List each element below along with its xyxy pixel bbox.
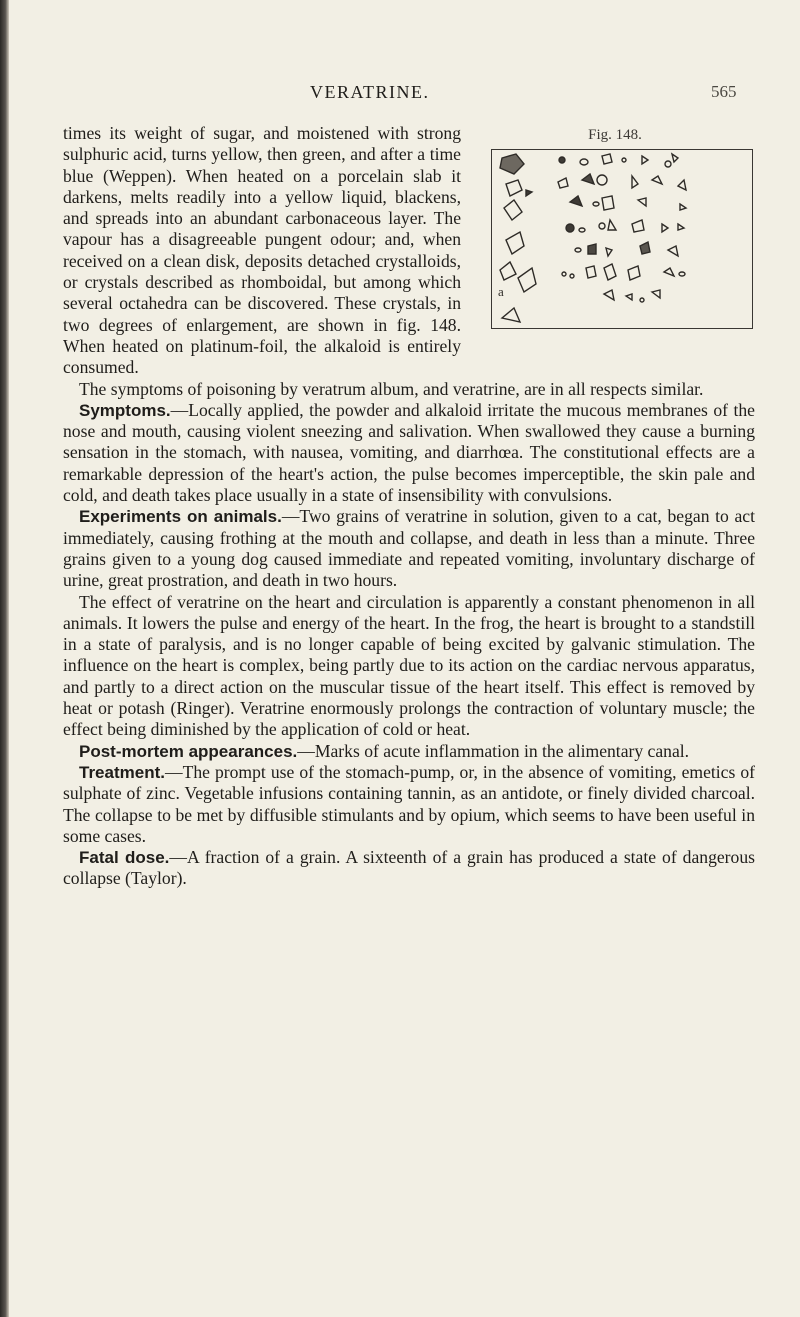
paragraph-1: times its weight of sugar, and moistened with strong sulphuric acid, turns yellow, then green, and after a time blue (Weppen). When heated on a porcelain slab it darkens, melts readily into a yellow liquid, blackens, and spreads into an abundant carbonaceous layer. The vapour has a disagreeable pungent odour; and, when received on a clean disk, deposits detached crystalloids, or crystals described as rhomboidal, but among which several octahedra can be discovered. These crystals, in two degrees of enlargement, are shown in fig. 148. When heated on platinum-foil, the alkaloid is entirely consumed.	[63, 123, 461, 378]
paragraph-fatal-dose: Fatal dose.—A fraction of a grain. A sixteenth of a grain has produced a state of dangerous collapse (Taylor).	[63, 847, 755, 889]
paragraph-experiments: Experiments on animals.—Two grains of veratrine in solution, given to a cat, began to act immediately, causing frothing at the mouth and collapse, and death in less than a minute. Three grains given to a young dog caused immediate and repeated vomiting, involuntary discharge of urine, great prostration, and death in two hours.	[63, 506, 756, 591]
page-binding-edge	[0, 0, 9, 1317]
paragraph-2: The symptoms of poisoning by veratrum album, and veratrine, are in all respects similar.	[79, 378, 704, 399]
paragraph-heart-effect: The effect of veratrine on the heart and circulation is apparently a constant phenomenon in all animals. It lowers the pulse and energy of the heart. In the frog, the heart is brought to a standstill in a state of paralysis, and is no longer capable of being excited by galvanic stimulation. The influence on the heart is complex, being partly due to its action on the cardiac nervous apparatus, and partly to a direct action on the muscular tissue of the heart itself. This effect is removed by heat or potash (Ringer). Veratrine enormously prolongs the contraction of voluntary muscle; the effect being diminished by the application of cold or heat.	[63, 591, 755, 740]
svg-text:a: a	[498, 284, 504, 299]
figure-caption: Fig. 148.	[588, 127, 642, 143]
paragraph-post-mortem: Post-mortem appearances.—Marks of acute inflammation in the alimentary canal.	[79, 740, 690, 761]
body-text	[63, 123, 755, 890]
crystal-illustration	[491, 149, 753, 329]
crystal-drawing	[492, 150, 752, 328]
section-heading-treatment: Treatment.	[79, 762, 165, 782]
figure-148	[475, 125, 755, 335]
section-heading-experiments: Experiments on animals.	[79, 507, 282, 527]
running-title: VERATRINE.	[310, 82, 430, 102]
page-number: 565	[711, 82, 737, 101]
section-heading-symptoms: Symptoms.	[79, 400, 171, 420]
paragraph-treatment: Treatment.—The prompt use of the stomach-pump, or, in the absence of vomiting, emetics of sulphate of zinc. Vegetable infusions containing tannin, as an antidote, or finely divided charcoal. The collapse to be met by diffusible stimulants and by opium, which seems to have been useful in some cases.	[63, 761, 755, 846]
section-heading-fatal-dose: Fatal dose.	[79, 848, 170, 868]
paragraph-symptoms: Symptoms.—Locally applied, the powder and alkaloid irritate the mucous membranes of the nose and mouth, causing violent sneezing and salivation. When swallowed they cause a burning sensation in the stomach, with nausea, vomiting, and diarrhœa. The constitutional effects are a remarkable depression of the heart's action, the pulse becomes imperceptible, the skin pale and cold, and death takes place usually in a state of insensibility with convulsions.	[63, 399, 755, 506]
section-heading-post-mortem: Post-mortem appearances.	[79, 741, 298, 761]
page-header	[0, 82, 800, 106]
